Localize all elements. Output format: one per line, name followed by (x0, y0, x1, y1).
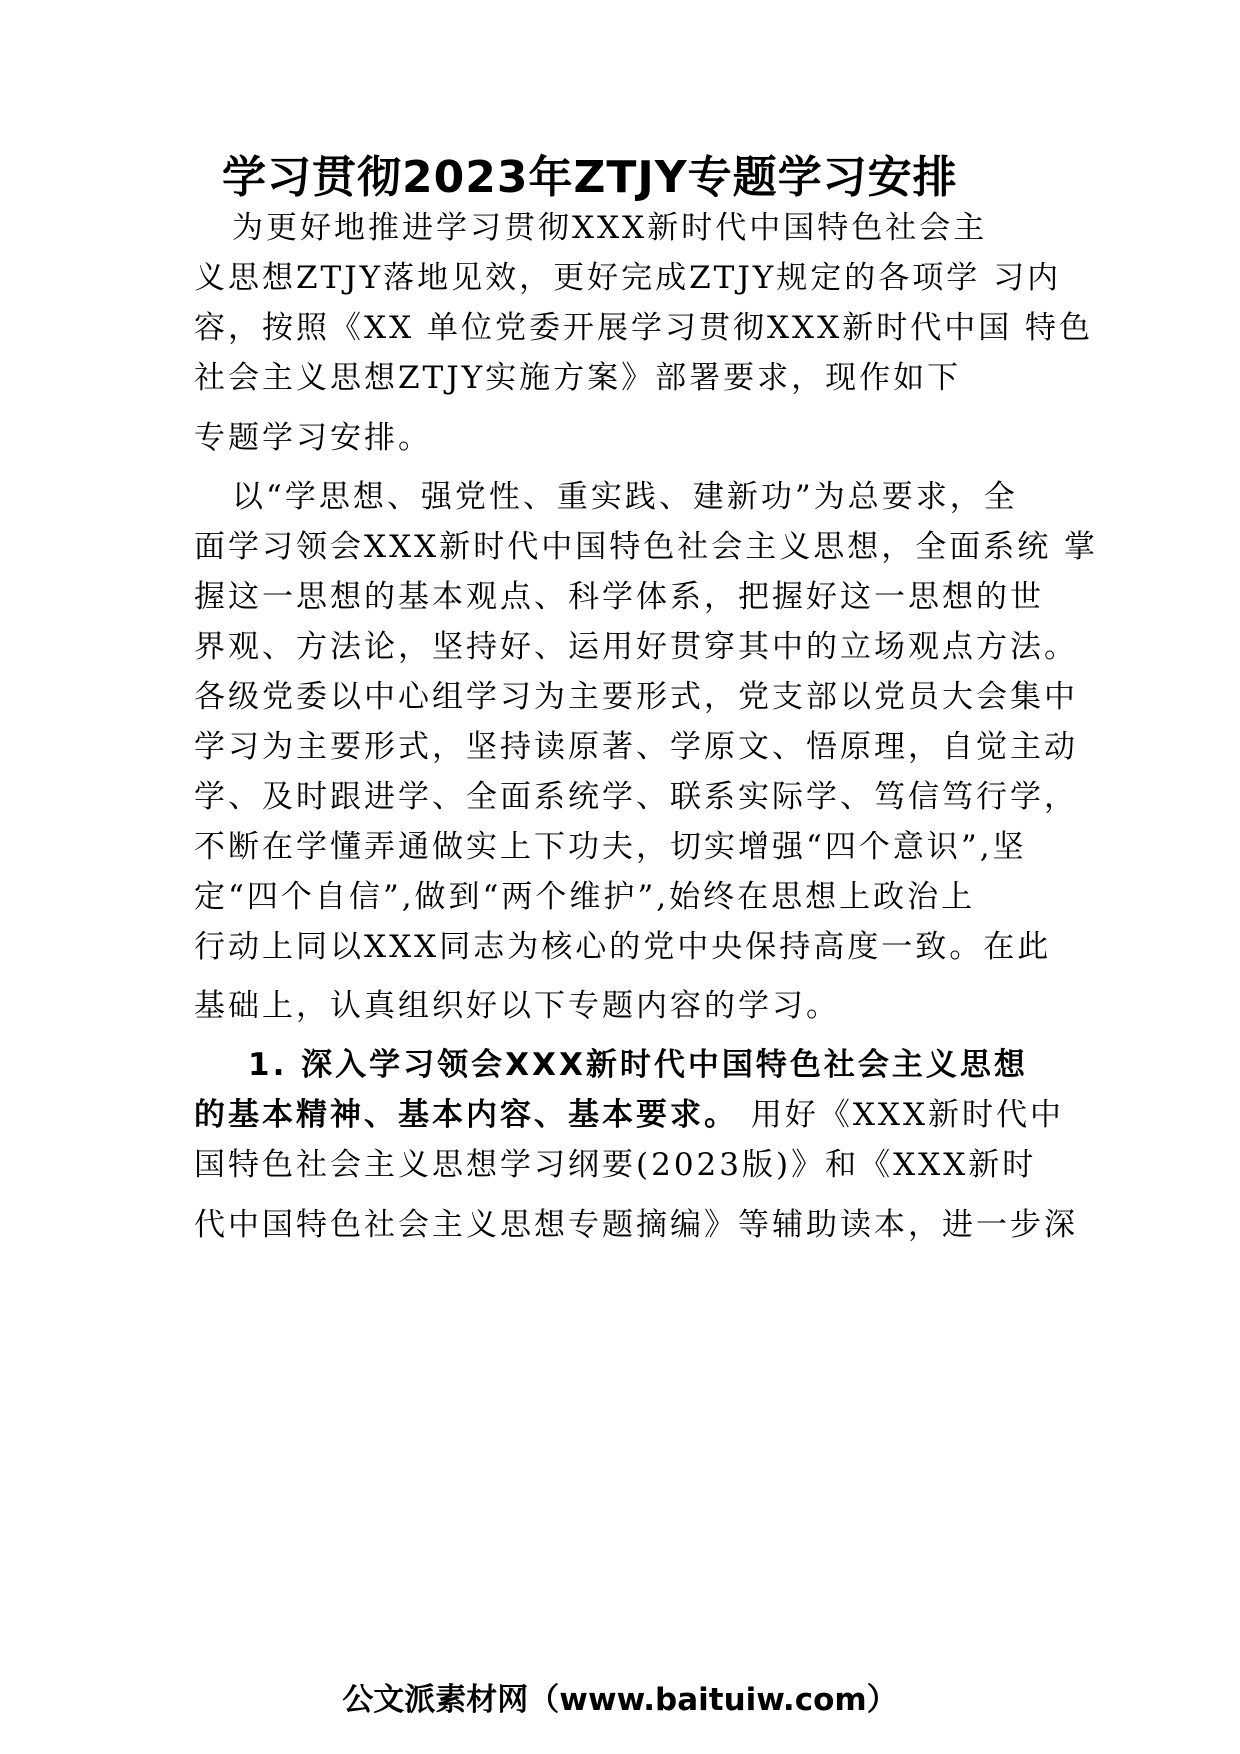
paragraph1-line4: 社会主义思想ZTJY实施方案》部署要求，现作如下 (194, 360, 962, 396)
paragraph2-line6: 学习为主要形式，坚持读原著、学原文、悟原理，自觉主动 (194, 729, 1078, 765)
paragraph1-continuation: 专题学习安排。 (194, 420, 432, 456)
paragraph2-line7: 学、及时跟进学、全面系统学、联系实际学、笃信笃行学， (194, 779, 1078, 815)
paragraph2-line9: 定“四个自信”,做到“两个维护”,始终在思想上政治上 (194, 879, 976, 915)
document-title: 学习贯彻2023年ZTJY专题学习安排 (222, 152, 958, 203)
section1-line2 (194, 1095, 1074, 1135)
section1-continuation: 代中国特色社会主义思想专题摘编》等辅助读本，进一步深 (194, 1207, 1078, 1243)
paragraph2-line2: 面学习领会XXX新时代中国特色社会主义思想，全面系统 掌 (194, 529, 1099, 565)
paragraph2-continuation: 基础上，认真组织好以下专题内容的学习。 (194, 988, 840, 1024)
section1-line3: 国特色社会主义思想学习纲要(2023版)》和《XXX新时 (194, 1147, 1037, 1183)
paragraph1-line1: 为更好地推进学习贯彻XXX新时代中国特色社会主 (232, 210, 988, 246)
paragraph2-line4: 界观、方法论，坚持好、运用好贯穿其中的立场观点方法。 (194, 629, 1078, 665)
paragraph2-line3: 握这一思想的基本观点、科学体系，把握好这一思想的世 (194, 579, 1044, 615)
paragraph2-line10: 行动上同以XXX同志为核心的党中央保持高度一致。在此 (194, 929, 1052, 965)
footer-watermark: 公文派素材网（www.baituiw.com） (342, 1682, 898, 1718)
section1-heading-line1: 1. 深入学习领会XXX新时代中国特色社会主义思想 (248, 1047, 1028, 1083)
paragraph2-line1: 以“学思想、强党性、重实践、建新功”为总要求，全 (232, 479, 1018, 515)
section1-heading-line2: 的基本精神、基本内容、基本要求。 (194, 1097, 738, 1133)
paragraph1-line2: 义思想ZTJY落地见效，更好完成ZTJY规定的各项学 习内 (194, 260, 1062, 296)
paragraph2-line5: 各级党委以中心组学习为主要形式，党支部以党员大会集中 (194, 679, 1078, 715)
section1-text-line2: 用好《XXX新时代中 (738, 1097, 1065, 1133)
paragraph2-line8: 不断在学懂弄通做实上下功夫，切实增强“四个意识”,坚 (194, 829, 1027, 865)
paragraph1-line3: 容，按照《XX 单位党委开展学习贯彻XXX新时代中国 特色 (194, 310, 1094, 346)
